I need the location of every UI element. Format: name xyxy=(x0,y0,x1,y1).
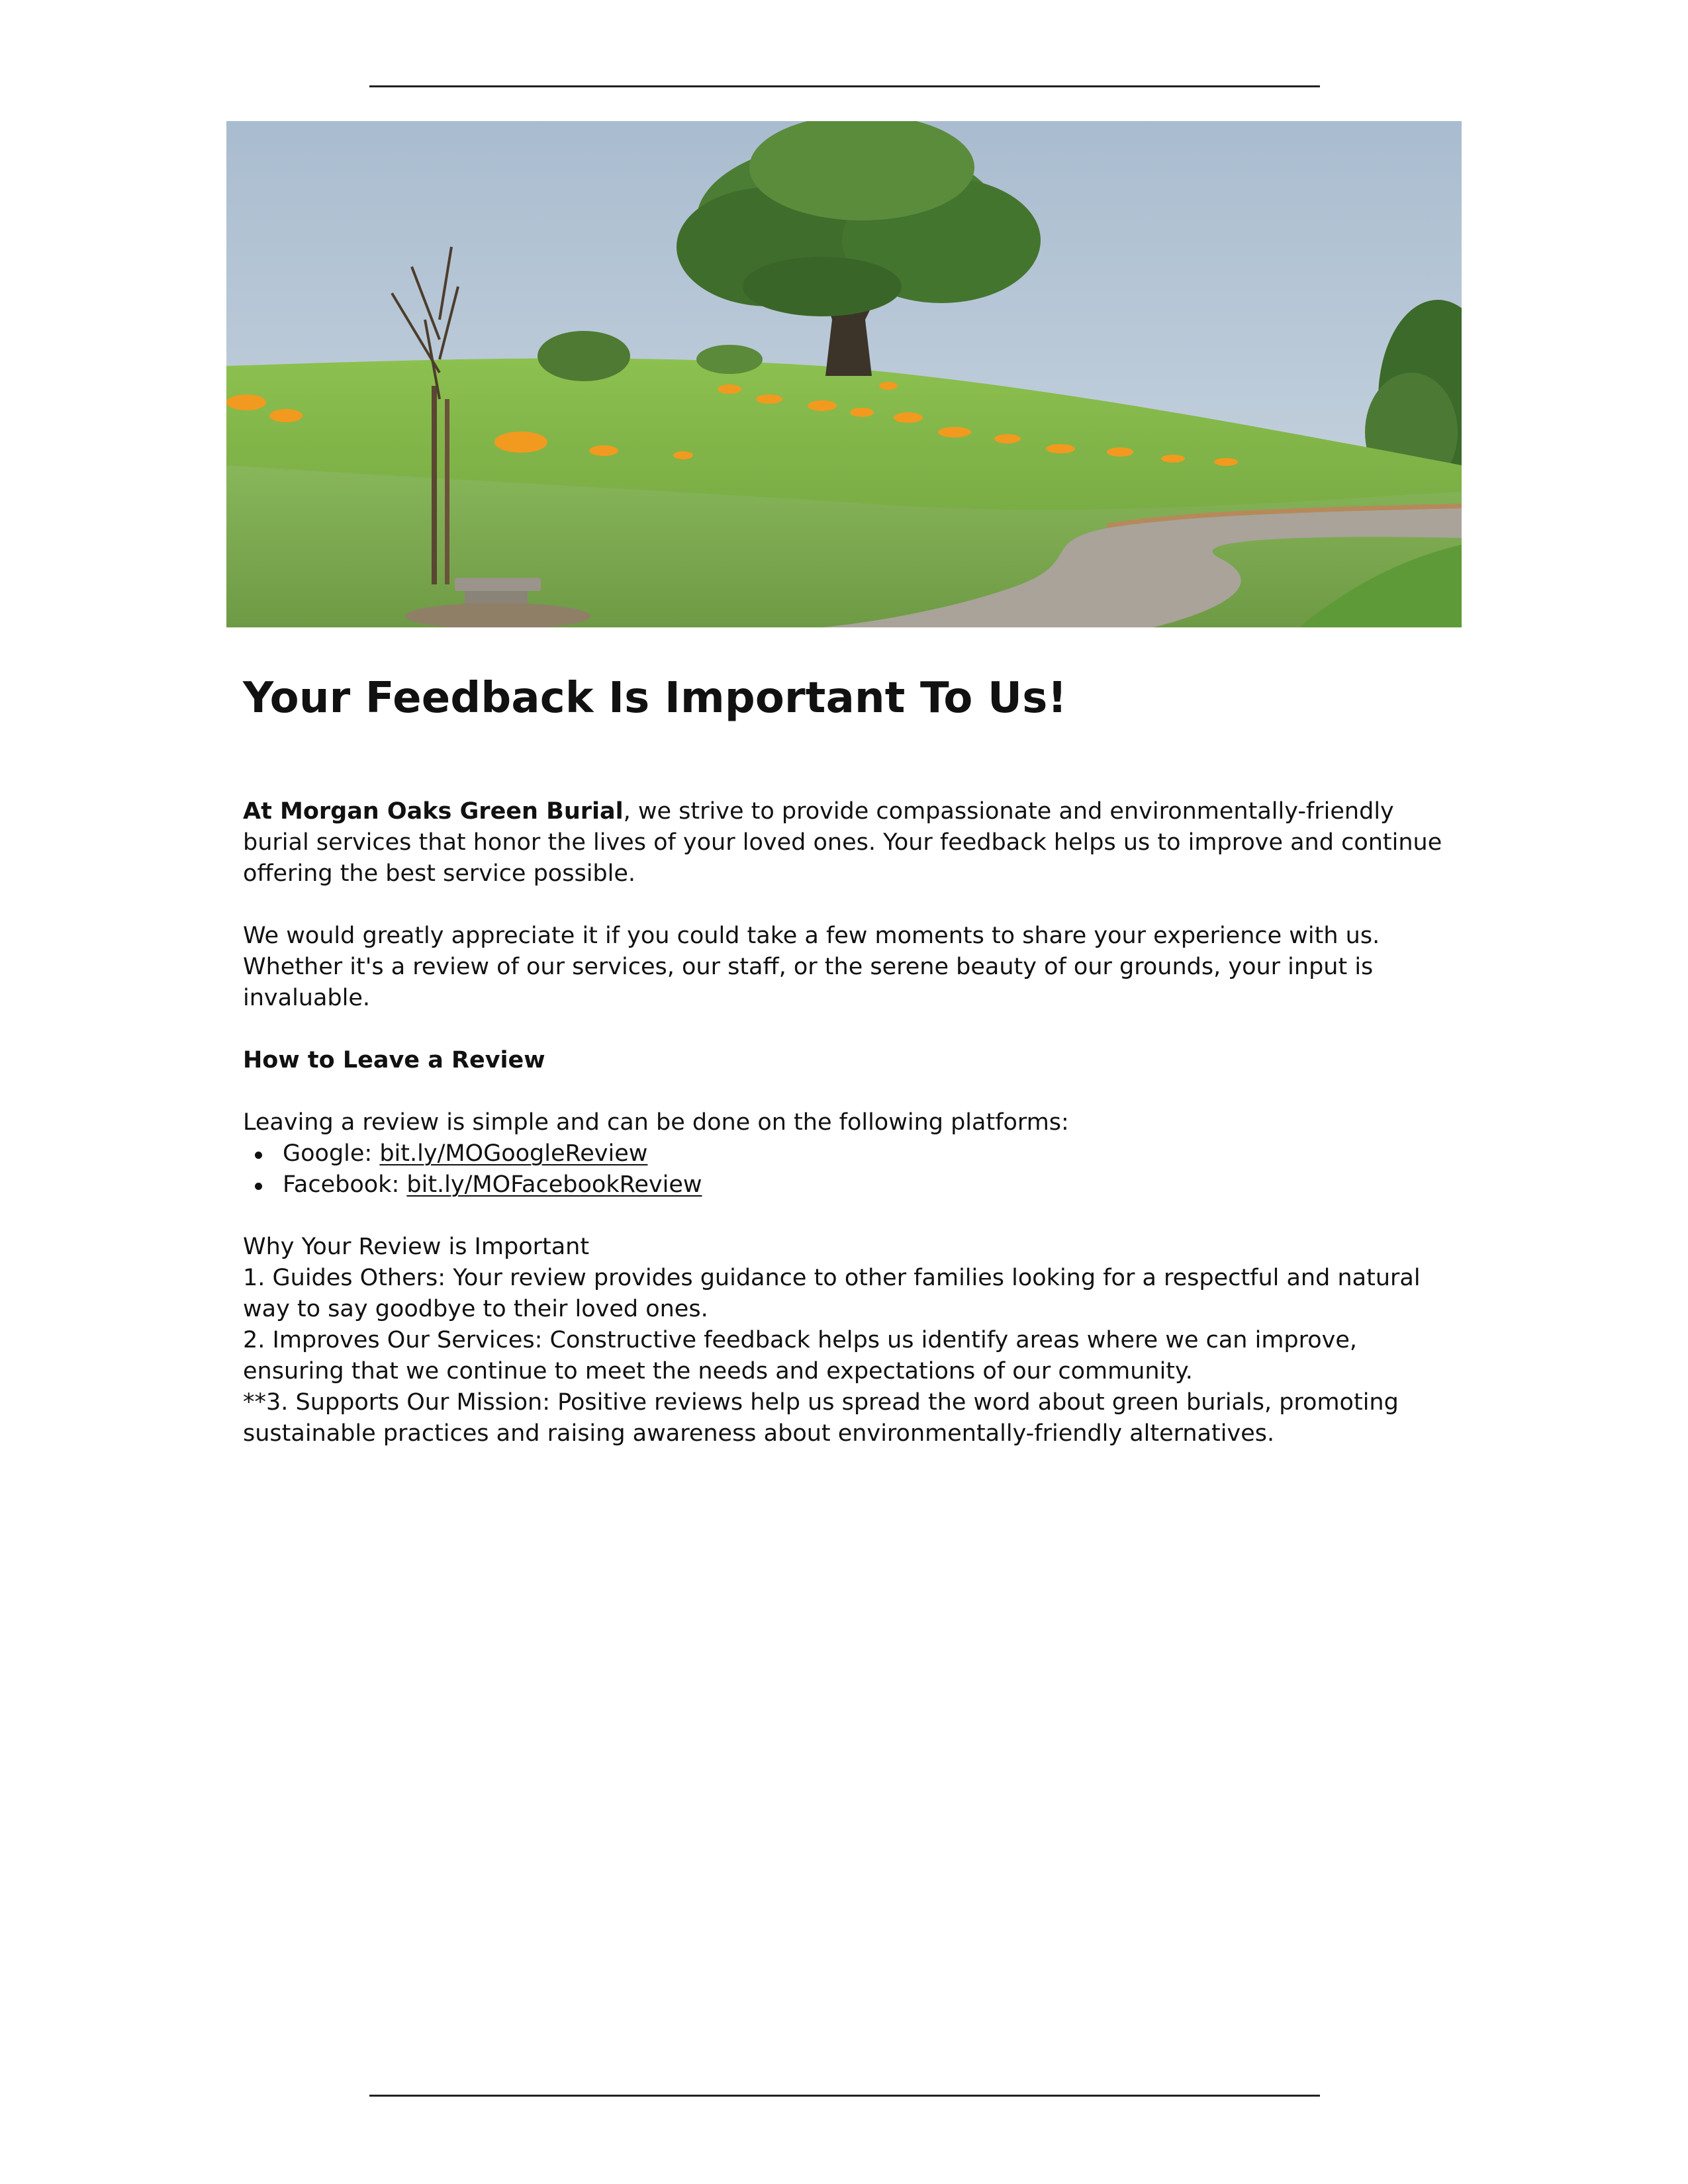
how-to-heading: How to Leave a Review xyxy=(243,1047,545,1073)
google-review-link[interactable]: bit.ly/MOGoogleReview xyxy=(379,1140,648,1167)
why-item-improves: 2. Improves Our Services: Constructive feedback helps us identify areas where we can improve, ensuring that we continue to meet the needs and expectations of our community. xyxy=(243,1327,1358,1385)
top-rule xyxy=(369,85,1320,87)
bullet-icon xyxy=(255,1152,262,1159)
hero-image xyxy=(226,121,1462,627)
platform-label: Facebook: xyxy=(283,1171,407,1198)
list-item xyxy=(243,1169,1454,1201)
platforms-intro: Leaving a review is simple and can be done on the following platforms: xyxy=(243,1109,1069,1136)
intro-text: , we strive to provide compassionate and environmentally-friendly burial services that honor the lives of your loved ones. Your feedback helps us to improve and continue offering the best service possible. xyxy=(243,798,1442,887)
why-heading: Why Your Review is Important xyxy=(243,1234,590,1260)
page-title: Your Feedback Is Important To Us! xyxy=(243,674,1067,723)
facebook-review-link[interactable]: bit.ly/MOFacebookReview xyxy=(406,1171,702,1198)
intro-paragraph xyxy=(243,796,1454,889)
appreciate-paragraph: We would greatly appreciate it if you could take a few moments to share your experience with us. Whether it's a review of our services, our staff, or the serene beauty of our grounds, your input is invaluable. xyxy=(243,923,1380,1011)
platform-list xyxy=(243,1138,1454,1201)
platform-label: Google: xyxy=(283,1140,380,1167)
list-item xyxy=(243,1138,1454,1169)
why-item-guides: 1. Guides Others: Your review provides guidance to other families looking for a respectful and natural way to say goodbye to their loved ones. xyxy=(243,1265,1421,1322)
bottom-rule xyxy=(369,2095,1320,2097)
bullet-icon xyxy=(255,1183,262,1190)
why-item-supports: **3. Supports Our Mission: Positive reviews help us spread the word about green burials, promoting sustainable practices and raising awareness about environmentally-friendly alternatives. xyxy=(243,1389,1399,1447)
content xyxy=(243,668,1454,1449)
brand-name: At Morgan Oaks Green Burial xyxy=(243,798,624,825)
